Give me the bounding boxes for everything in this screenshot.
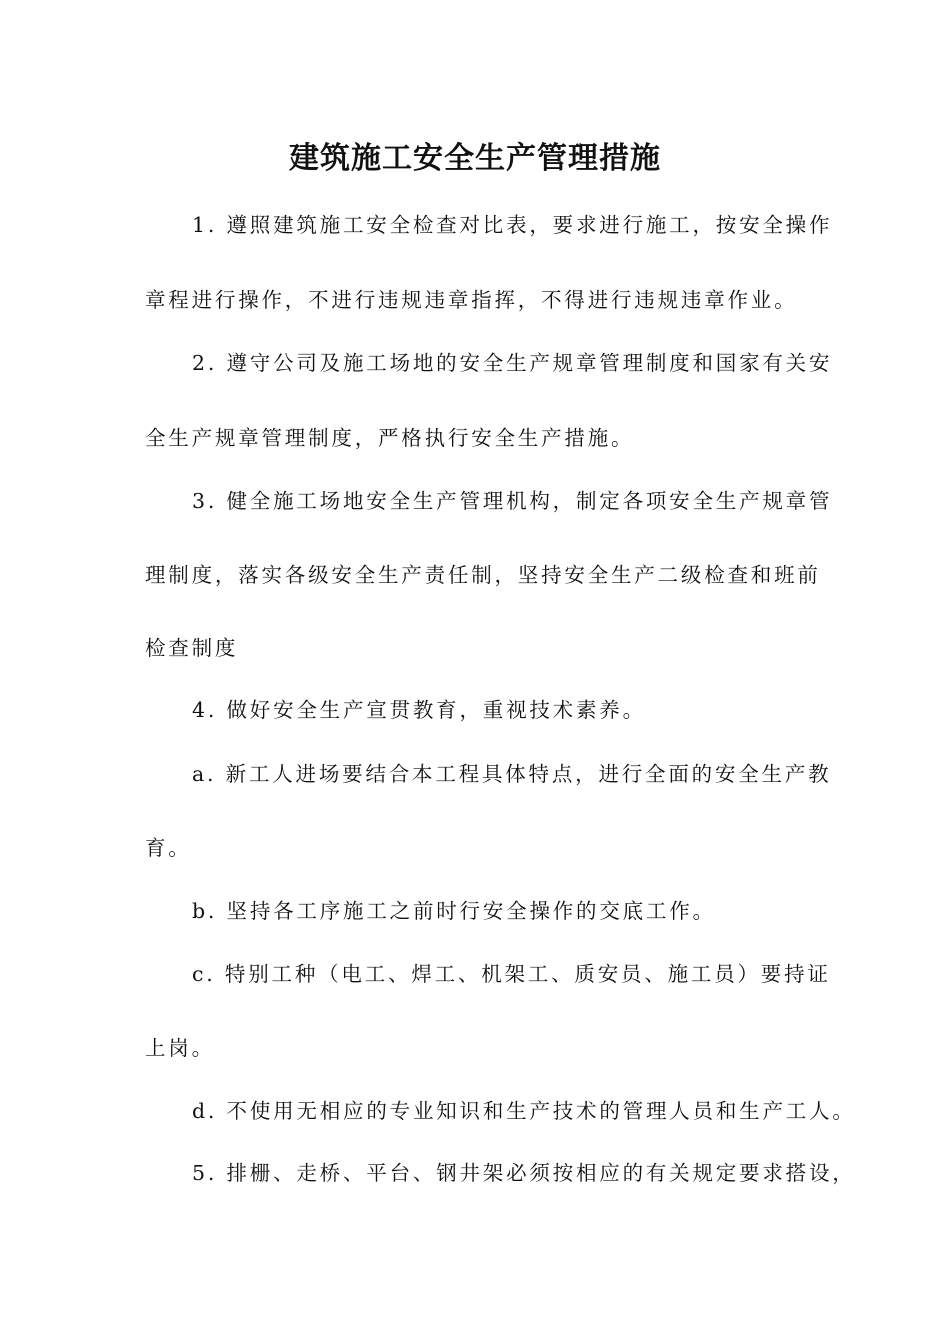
paragraph-3-line-1: 3. 健全施工场地安全生产管理机构，制定各项安全生产规章管 <box>192 489 833 513</box>
item-b-line-1: b. 坚持各工序施工之前时行安全操作的交底工作。 <box>192 899 716 923</box>
item-a-line-1: a. 新工人进场要结合本工程具体特点，进行全面的安全生产教 <box>192 762 832 786</box>
item-d-line-1: d. 不使用无相应的专业知识和生产技术的管理人员和生产工人。 <box>192 1099 856 1123</box>
item-a-line-2: 育。 <box>145 836 192 860</box>
paragraph-3-line-3: 检查制度 <box>145 636 239 660</box>
item-c-line-1: c. 特别工种（电工、焊工、机架工、质安员、施工员）要持证 <box>192 962 831 986</box>
item-c-line-2: 上岗。 <box>145 1036 215 1060</box>
paragraph-5-line-1: 5. 排栅、走桥、平台、钢井架必须按相应的有关规定要求搭设， <box>192 1161 856 1185</box>
document-title: 建筑施工安全生产管理措施 <box>289 141 661 176</box>
paragraph-4-line-1: 4. 做好安全生产宣贯教育，重视技术素养。 <box>192 698 646 722</box>
paragraph-1-line-2: 章程进行操作，不进行违规违章指挥，不得进行违规违章作业。 <box>145 288 798 312</box>
paragraph-3-line-2: 理制度，落实各级安全生产责任制，坚持安全生产二级检查和班前 <box>145 563 821 587</box>
paragraph-2-line-2: 全生产规章管理制度，严格执行安全生产措施。 <box>145 426 635 450</box>
paragraph-2-line-1: 2. 遵守公司及施工场地的安全生产规章管理制度和国家有关安 <box>192 351 833 375</box>
paragraph-1-line-1: 1. 遵照建筑施工安全检查对比表，要求进行施工，按安全操作 <box>192 213 833 237</box>
